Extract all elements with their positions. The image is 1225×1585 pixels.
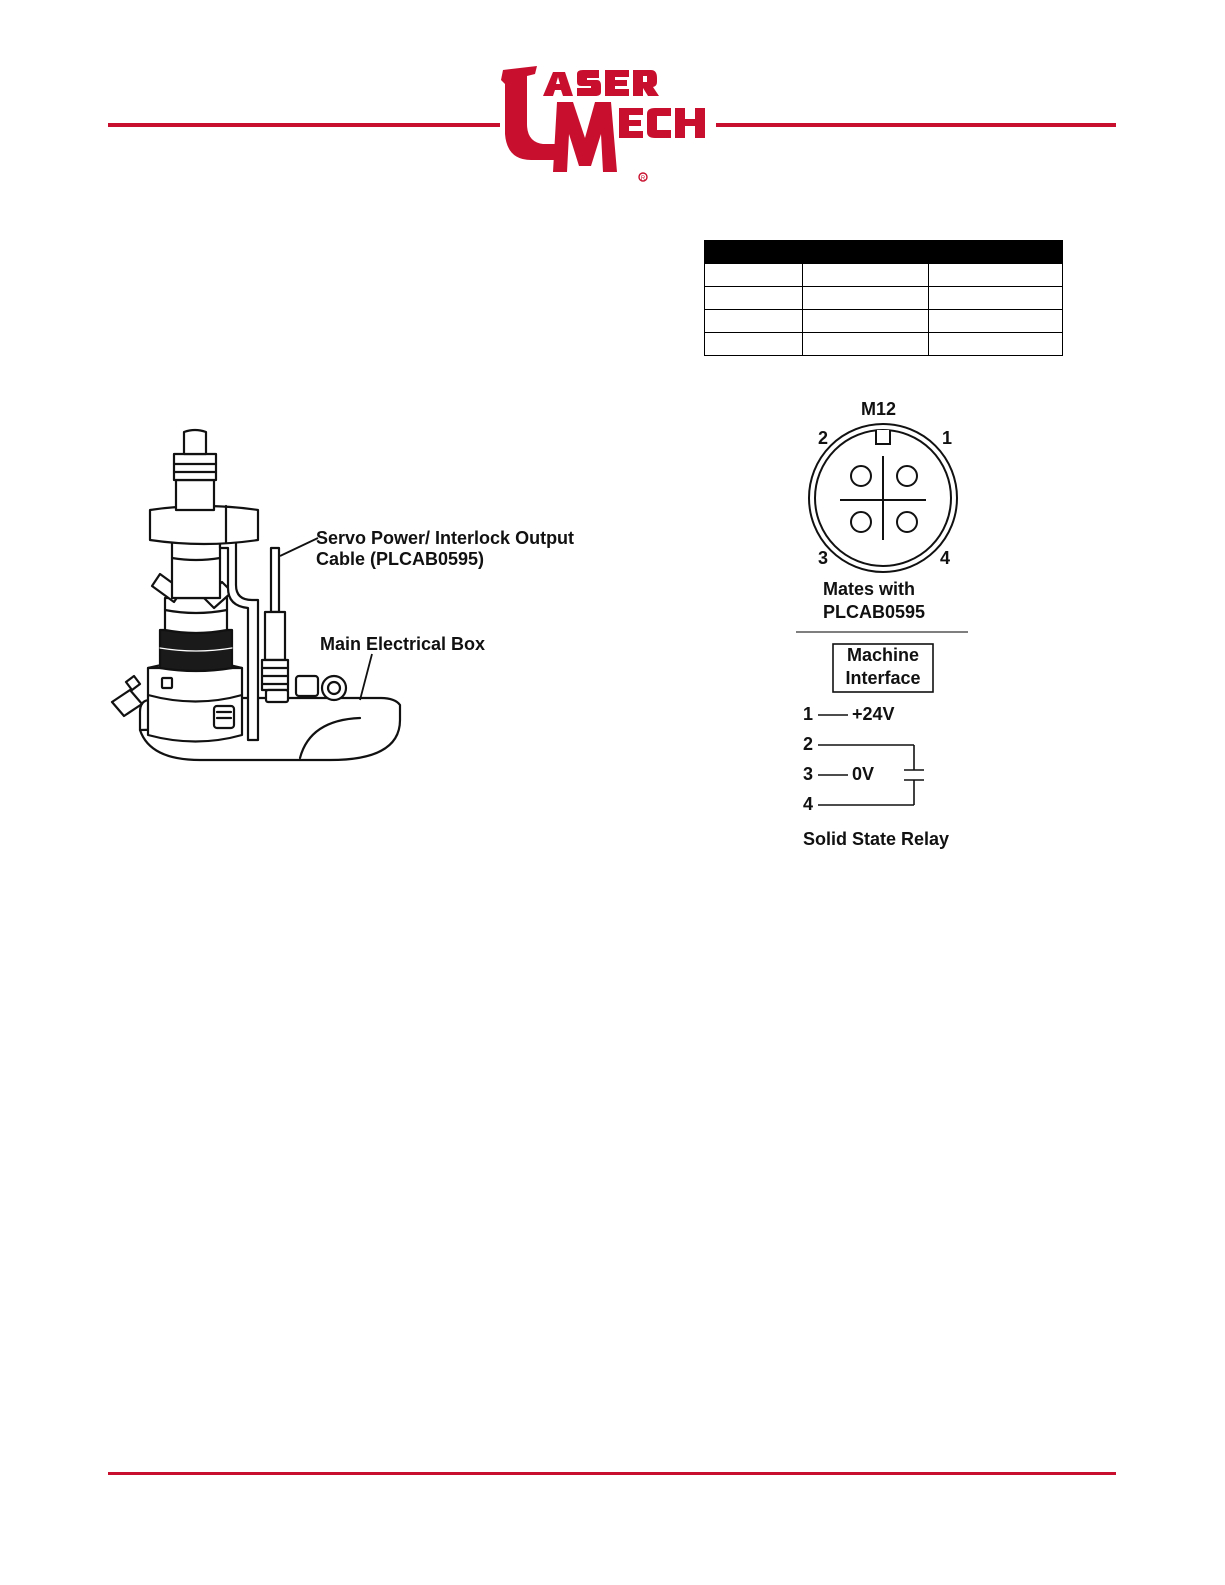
table-cell [705, 333, 803, 356]
interface-line2: Interface [845, 668, 921, 688]
table-cell [929, 264, 1063, 287]
pin-label-1: 1 [942, 428, 953, 448]
table-cell [803, 333, 929, 356]
mates-line2: PLCAB0595 [823, 602, 926, 622]
wiring-signal-3: 0V [852, 764, 875, 784]
wiring-pin-4: 4 [803, 794, 814, 814]
pin-label-4: 4 [940, 548, 951, 568]
table-row [705, 333, 1063, 356]
spec-table [704, 240, 1063, 356]
table-cell [705, 310, 803, 333]
table-cell [929, 287, 1063, 310]
relay-label: Solid State Relay [803, 829, 950, 849]
table-row [705, 287, 1063, 310]
laser-mech-logo [497, 62, 719, 184]
table-cell [929, 310, 1063, 333]
interface-line1: Machine [846, 645, 920, 665]
wiring-pin-2: 2 [803, 734, 814, 754]
table-header-cell [929, 241, 1063, 264]
footer-rule [108, 1472, 1116, 1475]
table-header-row [705, 241, 1063, 264]
wiring-pin-1: 1 [803, 704, 814, 724]
table-cell [803, 287, 929, 310]
table-header-cell [803, 241, 929, 264]
cable-label-line2: Cable (PLCAB0595) [316, 549, 485, 569]
header-rule-right [716, 123, 1116, 127]
box-label: Main Electrical Box [320, 634, 486, 654]
table-cell [803, 264, 929, 287]
mates-line1: Mates with [823, 579, 916, 599]
wiring-pin-3: 3 [803, 764, 814, 784]
svg-text:R: R [640, 176, 646, 182]
table-cell [705, 264, 803, 287]
wiring-signal-1: +24V [852, 704, 895, 724]
table-row [705, 264, 1063, 287]
table-header-cell [705, 241, 803, 264]
cable-label-line1: Servo Power/ Interlock Output [316, 528, 575, 548]
table-cell [929, 333, 1063, 356]
table-row [705, 310, 1063, 333]
connector-title: M12 [861, 399, 897, 419]
header-rule-left [108, 123, 500, 127]
pin-label-3: 3 [818, 548, 829, 568]
pin-label-2: 2 [818, 428, 829, 448]
table-cell [803, 310, 929, 333]
table-cell [705, 287, 803, 310]
